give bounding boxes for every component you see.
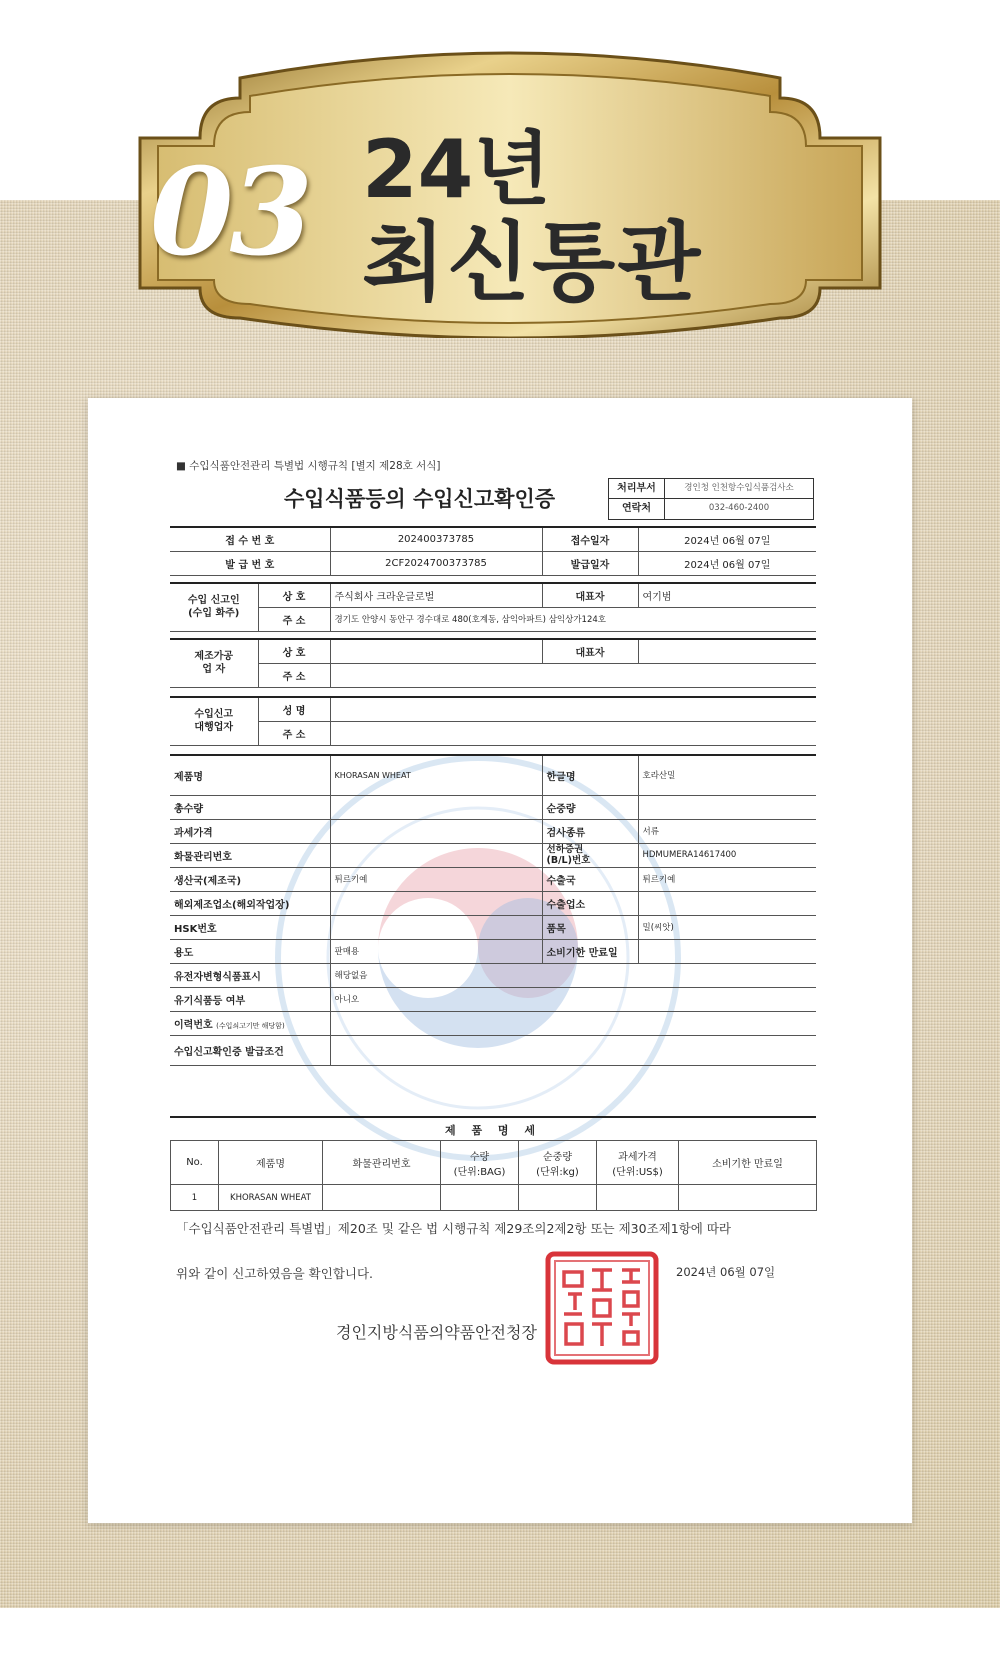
table-row [171, 1185, 817, 1211]
dept-value: 경인청 인천항수입식품검사소 [684, 483, 794, 493]
importer-rep-value: 여기범 [638, 583, 816, 607]
hsk-value [330, 915, 542, 939]
total-qty-value [330, 795, 542, 819]
usage-label: 용도 [170, 939, 330, 963]
detail-row-price [597, 1185, 679, 1211]
document-title: 수입식품등의 수입신고확인증 [284, 487, 556, 511]
net-weight-value [638, 795, 816, 819]
agent-table [170, 696, 816, 746]
agent-name-label: 성 명 [258, 697, 330, 721]
official-seal-icon [544, 1250, 660, 1366]
price-value [330, 819, 542, 843]
gmo-value: 해당없음 [330, 963, 816, 987]
history-label [170, 1011, 330, 1035]
banner-number: 03 [150, 142, 309, 283]
receipt-number-label: 접 수 번 호 [170, 527, 330, 551]
issue-date-value: 2024년 06월 07일 [638, 551, 816, 575]
detail-row-qty [441, 1185, 519, 1211]
manufacturer-rep-value [638, 639, 816, 663]
detail-header-expiry: 소비기한 만료일 [679, 1141, 817, 1185]
contact-label: 연락처 [609, 499, 665, 519]
agent-addr-label: 주 소 [258, 721, 330, 745]
product-detail-table [170, 1140, 817, 1211]
origin-value: 튀르키예 [330, 867, 542, 891]
history-note: (수입쇠고기만 해당함) [216, 1021, 285, 1030]
bl-value: HDMUMERA14617400 [638, 843, 816, 867]
organic-value: 아니오 [330, 987, 816, 1011]
condition-value [330, 1035, 816, 1065]
hsk-label: HSK번호 [170, 915, 330, 939]
total-qty-label: 총수량 [170, 795, 330, 819]
manufacturer-addr-label: 주 소 [258, 663, 330, 687]
detail-header-cargo: 화물관리번호 [323, 1141, 441, 1185]
condition-label: 수입신고확인증 발급조건 [170, 1035, 330, 1065]
export-country-label: 수출국 [542, 867, 638, 891]
gmo-label: 유전자변형식품표시 [170, 963, 330, 987]
cargo-label: 화물관리번호 [170, 843, 330, 867]
dept-label: 처리부서 [609, 479, 665, 498]
confirmation-date: 2024년 06월 07일 [676, 1265, 776, 1279]
origin-label: 생산국(제조국) [170, 867, 330, 891]
detail-row-cargo [323, 1185, 441, 1211]
product-detail-title: 제 품 명 세 [170, 1116, 816, 1140]
overseas-plant-value [330, 891, 542, 915]
contact-value: 032-460-2400 [708, 503, 770, 513]
item-label: 품목 [542, 915, 638, 939]
korean-name-label: 한글명 [542, 755, 638, 795]
detail-header-weight: 순중량 (단위:kg) [519, 1141, 597, 1185]
detail-header-no: No. [171, 1141, 219, 1185]
manufacturer-name-label: 상 호 [258, 639, 330, 663]
agent-group-label: 수입신고 대행업자 [170, 697, 258, 745]
inspection-label: 검사종류 [542, 819, 638, 843]
certificate-document [88, 398, 912, 1523]
gold-banner [120, 38, 900, 338]
form-reference: ■ 수입식품안전관리 특별법 시행규칙 [별지 제28호 서식] [176, 460, 441, 472]
banner-year: 24년 [362, 123, 551, 216]
importer-group-label: 수입 신고인 (수입 화주) [170, 583, 258, 631]
importer-addr-label: 주 소 [258, 607, 330, 631]
agent-name-value [330, 697, 816, 721]
importer-name-label: 상 호 [258, 583, 330, 607]
importer-rep-label: 대표자 [542, 583, 638, 607]
banner-headline: 최신통관 [362, 213, 703, 313]
exporter-label: 수출업소 [542, 891, 638, 915]
importer-table [170, 582, 816, 632]
receipt-table [170, 526, 816, 576]
usage-value: 판매용 [330, 939, 542, 963]
history-label-text: 이력번호 [174, 1019, 213, 1031]
price-label: 과세가격 [170, 819, 330, 843]
item-value: 밀(씨앗) [638, 915, 816, 939]
manufacturer-name-value [330, 639, 542, 663]
agent-addr-value [330, 721, 816, 745]
receipt-date-label: 접수일자 [542, 527, 638, 551]
manufacturer-table [170, 638, 816, 688]
importer-addr-value: 경기도 안양시 동안구 경수대로 480(호계동, 삼익아파트) 삼익상가124호 [330, 607, 816, 631]
expiry-value [638, 939, 816, 963]
manufacturer-rep-label: 대표자 [542, 639, 638, 663]
net-weight-label: 순중량 [542, 795, 638, 819]
exporter-value [638, 891, 816, 915]
product-fields-table [170, 754, 816, 1066]
issue-number-value: 2CF2024700373785 [330, 551, 542, 575]
korean-name-value: 호라산밀 [638, 755, 816, 795]
confirmation-text: 위와 같이 신고하였음을 확인합니다. [176, 1266, 374, 1281]
importer-name-value: 주식회사 크라운글로벌 [330, 583, 542, 607]
inspection-value: 서류 [638, 819, 816, 843]
detail-row-expiry [679, 1185, 817, 1211]
detail-row-product: KHORASAN WHEAT [219, 1185, 323, 1211]
export-country-value: 튀르키예 [638, 867, 816, 891]
product-name-label: 제품명 [170, 755, 330, 795]
issuer-name: 경인지방식품의약품안전청장 [336, 1323, 537, 1342]
legal-basis-text: 「수입식품안전관리 특별법」제20조 및 같은 법 시행규칙 제29조의2제2항 또는 제30조제1항에 따라 [176, 1221, 731, 1236]
detail-header-qty: 수량 (단위:BAG) [441, 1141, 519, 1185]
issue-date-label: 발급일자 [542, 551, 638, 575]
detail-header-product: 제품명 [219, 1141, 323, 1185]
receipt-date-value: 2024년 06월 07일 [638, 527, 816, 551]
cargo-value [330, 843, 542, 867]
manufacturer-group-label: 제조가공 업 자 [170, 639, 258, 687]
organic-label: 유기식품등 여부 [170, 987, 330, 1011]
detail-header-price: 과세가격 (단위:US$) [597, 1141, 679, 1185]
office-info-box [608, 478, 814, 520]
product-name-value: KHORASAN WHEAT [330, 755, 542, 795]
detail-row-no: 1 [171, 1185, 219, 1211]
receipt-number-value: 202400373785 [330, 527, 542, 551]
detail-row-weight [519, 1185, 597, 1211]
history-value [330, 1011, 816, 1035]
expiry-label: 소비기한 만료일 [542, 939, 638, 963]
bl-label: 선하증권 (B/L)번호 [542, 843, 638, 867]
overseas-plant-label: 해외제조업소(해외작업장) [170, 891, 330, 915]
manufacturer-addr-value [330, 663, 816, 687]
issue-number-label: 발 급 번 호 [170, 551, 330, 575]
